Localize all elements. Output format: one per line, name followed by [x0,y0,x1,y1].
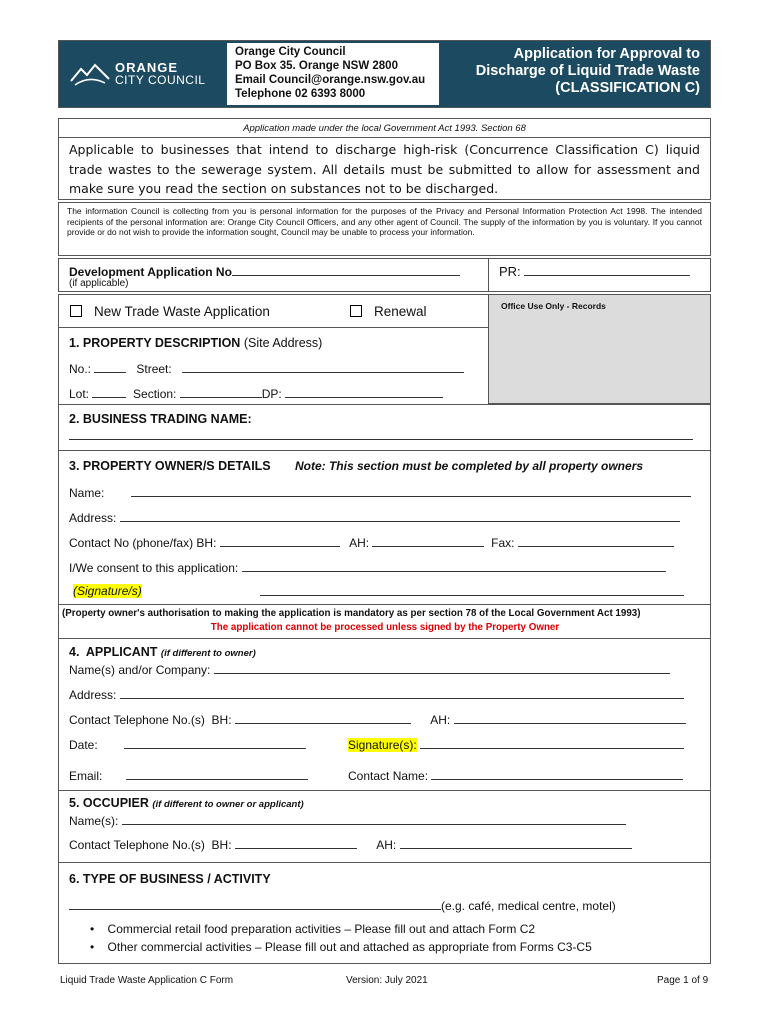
s6-business-field[interactable] [69,898,441,910]
s1-no-label: No.: [69,362,92,376]
s1-lot-field[interactable] [92,386,126,398]
new-application-checkbox[interactable] [70,305,82,317]
s1-section-label: Section: [133,387,177,401]
s4-bh-field[interactable] [235,712,411,724]
renewal-label: Renewal [374,304,427,319]
s3-signature-label: (Signature/s) [73,584,142,598]
s4-names-label: Name(s) and/or Company: [69,663,211,677]
pr-field[interactable] [524,264,690,276]
privacy-section [58,202,711,256]
s4-ah-field[interactable] [454,712,686,724]
s3-signature-field[interactable] [260,584,684,596]
email: Email Council@orange.nsw.gov.au [235,74,426,86]
org-name: Orange City Council [235,46,346,58]
s3-fax-field[interactable] [518,535,674,547]
privacy-text: The information Council is collecting from you is personal information for the purposes of the Privacy and Personal Information Protection Act 1998. The intended recipients of the personal information are: Orange City Council Officers, and any other agent of Council. The supply of the information by you is voluntary. If you cannot provide or do not wish to provide the information sought, Council may be unable to process your information. [67,206,702,237]
s1-section-field[interactable] [180,386,262,398]
dev-app-box [58,258,488,292]
s4-signature-label: Signature(s): [348,738,417,752]
s6-bullet-2-text: Other commercial activities – Please fill out and attached as appropriate from Forms C3-C5 [107,940,592,954]
s6-title: 6. TYPE OF BUSINESS / ACTIVITY [69,872,271,886]
intro-section [58,118,711,200]
s1-title-sub: (Site Address) [243,336,323,350]
s5-title-sub: (if different to owner or applicant) [152,799,304,810]
telephone: Telephone 02 6393 8000 [235,88,366,100]
s1-dp-field[interactable] [285,386,443,398]
s5-ah-label: AH: [376,838,397,852]
s2-trading-name-field[interactable] [69,428,693,440]
form-header [58,40,711,108]
s1-title: 1. PROPERTY DESCRIPTION [69,336,241,350]
title-line-1: Application for Approval to [513,46,700,62]
s3-warning: The application cannot be processed unless signed by the Property Owner [210,622,560,633]
s4-phone-label: Contact Telephone No.(s) BH: [69,713,232,727]
s1-street-label: Street: [136,362,172,376]
footer-version: Version: July 2021 [346,975,428,986]
s3-ah-label: AH: [349,536,370,550]
council-logo [59,41,227,107]
s5-names-label: Name(s): [69,814,119,828]
s5-bh-field[interactable] [235,837,357,849]
s4-address-label: Address: [69,688,117,702]
s1-no-field[interactable] [94,361,126,373]
dev-app-field[interactable] [232,264,460,276]
s4-date-label: Date: [69,738,98,752]
office-use-label: Office Use Only - Records [501,301,606,311]
s4-contact-name-label: Contact Name: [348,769,429,783]
s5-title: 5. OCCUPIER [69,796,149,810]
s1-dp-label: DP: [261,387,282,401]
s3-ah-field[interactable] [372,535,484,547]
renewal-checkbox[interactable] [350,305,362,317]
pr-label: PR: [499,264,521,279]
s3-name-label: Name: [69,486,105,500]
logo-text-bold: ORANGE [115,60,179,75]
s4-address-field[interactable] [120,687,684,699]
s4-date-field[interactable] [124,737,306,749]
s3-note: Note: This section must be completed by all property owners [294,459,644,473]
s4-signature-field[interactable] [420,737,684,749]
intro-text: Applicable to businesses that intend to discharge high-risk (Concurrence Classification C) liquid trade wastes to the sewerage system. All details must be submitted to allow for assessment and make sure you read the section on substances not to be discharged. [69,142,700,196]
s3-address-field[interactable] [120,510,680,522]
s4-names-field[interactable] [214,662,670,674]
s3-consent-field[interactable] [242,560,666,572]
s3-consent-label: I/We consent to this application: [69,561,239,575]
orange-hills-icon [69,59,111,89]
s4-contact-name-field[interactable] [431,768,683,780]
pr-box [488,258,711,292]
s5-ah-field[interactable] [400,837,632,849]
s6-bullet-1: • Commercial retail food preparation activities – Please fill out and attach Form C2 [90,922,536,936]
s3-title: 3. PROPERTY OWNER/S DETAILS [69,459,271,473]
s6-bullet-2: • Other commercial activities – Please fill out and attached as appropriate from Forms C3-C5 [90,940,592,954]
s4-ah-label: AH: [430,713,451,727]
s3-bh-field[interactable] [220,535,340,547]
office-use-box [488,294,711,404]
s6-example: (e.g. café, medical centre, motel) [441,899,616,913]
s4-email-label: Email: [69,769,103,783]
title-line-3: (CLASSIFICATION C) [555,80,700,96]
form-title [439,41,710,107]
title-line-2: Discharge of Liquid Trade Waste [475,63,700,79]
s1-street-field[interactable] [182,361,464,373]
s4-email-field[interactable] [126,768,308,780]
s4-title-sub: (if different to owner) [160,648,256,659]
s3-authorisation: (Property owner's authorisation to making the application is mandatory as per section 78 of the Local Government Act 1993) [62,608,641,619]
s3-fax-label: Fax: [491,536,515,550]
s5-phone-label: Contact Telephone No.(s) BH: [69,838,232,852]
act-line: Application made under the local Government Act 1993. Section 68 [243,123,526,134]
council-contact-block [227,43,439,105]
s5-names-field[interactable] [122,813,626,825]
footer-left: Liquid Trade Waste Application C Form [60,975,234,986]
dev-app-label: Development Application No [69,265,232,279]
s4-title: 4. APPLICANT [69,645,158,659]
new-application-label: New Trade Waste Application [94,304,270,319]
footer-page: Page 1 of 9 [657,975,709,986]
s2-title: 2. BUSINESS TRADING NAME: [69,412,252,426]
s3-address-label: Address: [69,511,117,525]
s3-name-field[interactable] [131,485,691,497]
dev-app-sub: (if applicable) [69,278,129,289]
logo-text-sub: CITY COUNCIL [115,73,206,87]
po-box: PO Box 35. Orange NSW 2800 [235,60,398,72]
s6-bullet-1-text: Commercial retail food preparation activities – Please fill out and attach Form C2 [107,922,536,936]
s1-lot-label: Lot: [69,387,90,401]
s3-contact-label: Contact No (phone/fax) BH: [69,536,217,550]
